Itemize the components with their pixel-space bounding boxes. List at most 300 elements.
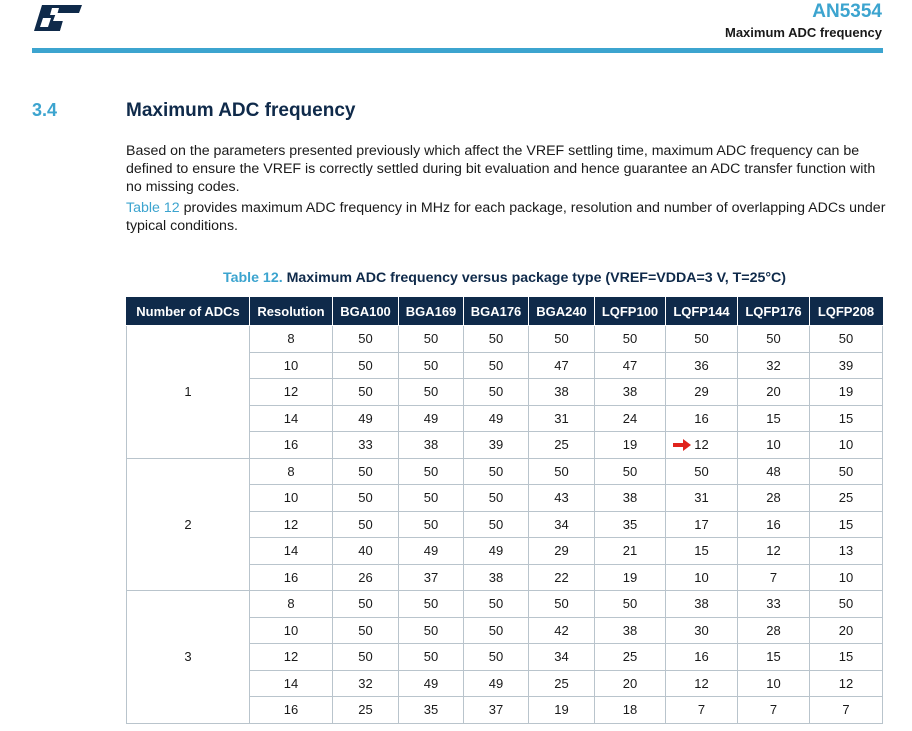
- frequency-cell: [666, 485, 738, 512]
- frequency-value: [358, 623, 372, 638]
- frequency-value: [358, 649, 372, 664]
- frequency-value-text: 50: [358, 463, 373, 479]
- frequency-value: [766, 517, 780, 532]
- frequency-cell: [595, 538, 666, 565]
- frequency-value-text: 50: [358, 516, 373, 532]
- frequency-value-text: 50: [488, 384, 504, 400]
- column-header: LQFP144: [666, 298, 738, 326]
- section-paragraph: Based on the parameters presented previously which affect the VREF settling time, maximum ADC frequency can be defined to ensure the VREF is correctly settled during bit evaluation and hence guarantee an ADC transfer function with no missing codes.: [126, 143, 876, 195]
- frequency-cell: [529, 326, 595, 353]
- frequency-cell: [529, 405, 595, 432]
- frequency-value: [489, 437, 503, 452]
- frequency-value: [623, 384, 637, 399]
- frequency-value: [424, 490, 438, 505]
- frequency-value-text: 49: [488, 543, 504, 559]
- frequency-value: [694, 331, 708, 346]
- frequency-value-text: 20: [622, 675, 638, 691]
- frequency-value-text: 10: [838, 569, 854, 585]
- frequency-cell: [529, 458, 595, 485]
- frequency-cell: [810, 697, 883, 724]
- frequency-value-text: 35: [622, 516, 638, 532]
- frequency-cell: [464, 405, 529, 432]
- frequency-value-text: 49: [423, 410, 439, 426]
- frequency-cell: [399, 352, 464, 379]
- frequency-value: [839, 543, 853, 558]
- frequency-value-text: 19: [554, 702, 569, 718]
- frequency-value-text: 32: [358, 675, 373, 691]
- frequency-cell: [529, 591, 595, 618]
- frequency-value-text: 50: [423, 463, 439, 479]
- frequency-value-text: 50: [488, 331, 504, 347]
- frequency-cell: [810, 379, 883, 406]
- frequency-value: [489, 702, 503, 717]
- frequency-value-text: 50: [838, 331, 854, 347]
- frequency-value: [554, 543, 568, 558]
- frequency-cell: [666, 352, 738, 379]
- frequency-cell: [399, 538, 464, 565]
- frequency-value-text: 12: [766, 543, 781, 559]
- frequency-cell: [399, 670, 464, 697]
- frequency-value: [623, 702, 637, 717]
- frequency-value-text: 50: [358, 622, 373, 638]
- frequency-cell: [333, 326, 399, 353]
- frequency-cell: [666, 511, 738, 538]
- header-rule: [32, 48, 883, 53]
- frequency-value: [698, 702, 705, 717]
- frequency-value-text: 28: [766, 490, 781, 506]
- frequency-value: [839, 437, 853, 452]
- frequency-cell: [529, 697, 595, 724]
- frequency-value-text: 48: [766, 463, 781, 479]
- frequency-value-text: 32: [766, 357, 781, 373]
- frequency-cell: [333, 485, 399, 512]
- frequency-value-text: 50: [423, 490, 439, 506]
- resolution-cell: 14: [250, 538, 333, 565]
- frequency-value: [554, 596, 568, 611]
- frequency-value-text: 15: [838, 649, 854, 665]
- frequency-value: [766, 358, 780, 373]
- frequency-value-text: 7: [697, 702, 706, 718]
- frequency-value-text: 20: [766, 384, 781, 400]
- frequency-cell: [464, 538, 529, 565]
- frequency-value: [839, 676, 853, 691]
- frequency-value: [839, 649, 853, 664]
- frequency-value: [839, 490, 853, 505]
- frequency-value-text: 15: [766, 649, 781, 665]
- frequency-value-text: 12: [838, 675, 854, 691]
- frequency-cell: [595, 352, 666, 379]
- frequency-cell: [464, 485, 529, 512]
- frequency-value: [358, 464, 372, 479]
- frequency-value: [623, 570, 637, 585]
- frequency-cell: [595, 379, 666, 406]
- frequency-cell: [464, 352, 529, 379]
- frequency-cell: [529, 432, 595, 459]
- frequency-value: [489, 517, 503, 532]
- adc-frequency-table: [126, 297, 883, 724]
- frequency-value-text: 7: [769, 569, 778, 585]
- section-paragraph-table-ref: [126, 199, 886, 235]
- frequency-cell: [595, 405, 666, 432]
- frequency-value-text: 10: [838, 437, 854, 453]
- frequency-value-text: 12: [694, 437, 709, 453]
- frequency-value-text: 38: [622, 384, 638, 400]
- frequency-value-text: 50: [622, 596, 638, 612]
- column-header: Number of ADCs: [127, 298, 250, 326]
- frequency-cell: [810, 564, 883, 591]
- paragraph-text: provides maximum ADC frequency in MHz for each package, resolution and number of overlapping ADCs under typical conditions.: [126, 200, 886, 234]
- frequency-value: [839, 411, 853, 426]
- frequency-value: [424, 384, 438, 399]
- frequency-cell: [399, 379, 464, 406]
- frequency-cell: [738, 670, 810, 697]
- frequency-value-text: 15: [766, 410, 781, 426]
- frequency-value: [489, 623, 503, 638]
- frequency-cell: [666, 644, 738, 671]
- resolution-cell: 16: [250, 432, 333, 459]
- frequency-value: [694, 570, 708, 585]
- frequency-cell: [810, 352, 883, 379]
- frequency-value: [424, 623, 438, 638]
- frequency-value-text: 31: [694, 490, 709, 506]
- frequency-value-text: 50: [694, 463, 709, 479]
- frequency-cell: [399, 485, 464, 512]
- frequency-value: [554, 623, 568, 638]
- frequency-cell: [738, 352, 810, 379]
- frequency-value-text: 19: [838, 384, 854, 400]
- frequency-cell: [399, 405, 464, 432]
- frequency-value: [694, 464, 708, 479]
- column-header: LQFP100: [595, 298, 666, 326]
- frequency-cell: [738, 485, 810, 512]
- frequency-value: [694, 649, 708, 664]
- frequency-value-text: 50: [622, 331, 638, 347]
- frequency-cell: [399, 697, 464, 724]
- frequency-value-text: 40: [358, 543, 373, 559]
- frequency-cell: [333, 405, 399, 432]
- frequency-value-text: 33: [358, 437, 373, 453]
- resolution-cell: 10: [250, 617, 333, 644]
- frequency-value: [358, 437, 372, 452]
- frequency-value: [766, 676, 780, 691]
- frequency-value: [358, 676, 372, 691]
- frequency-value: [489, 543, 503, 558]
- frequency-cell: [333, 670, 399, 697]
- frequency-cell: [595, 511, 666, 538]
- table-caption-label: Table 12.: [222, 270, 283, 286]
- frequency-value-text: 25: [358, 702, 373, 718]
- frequency-cell: [810, 458, 883, 485]
- table-row: [127, 591, 883, 618]
- frequency-cell: [595, 644, 666, 671]
- frequency-cell: [399, 564, 464, 591]
- frequency-cell: [810, 538, 883, 565]
- frequency-value-text: 50: [423, 622, 439, 638]
- frequency-value: [839, 517, 853, 532]
- frequency-cell: [738, 379, 810, 406]
- frequency-value: [554, 358, 568, 373]
- frequency-cell: [464, 564, 529, 591]
- frequency-value: [766, 623, 780, 638]
- frequency-value: [623, 623, 637, 638]
- frequency-value: [623, 543, 637, 558]
- frequency-cell: [595, 458, 666, 485]
- frequency-value: [694, 543, 708, 558]
- frequency-value-text: 24: [622, 410, 638, 426]
- frequency-value: [489, 649, 503, 664]
- frequency-cell: [399, 458, 464, 485]
- frequency-cell: [738, 511, 810, 538]
- frequency-value: [623, 649, 637, 664]
- frequency-cell: [738, 458, 810, 485]
- frequency-cell: [464, 326, 529, 353]
- frequency-value: [358, 702, 372, 717]
- frequency-cell: [738, 405, 810, 432]
- frequency-value-text: 49: [488, 675, 504, 691]
- frequency-cell: [595, 670, 666, 697]
- frequency-value: [554, 437, 568, 452]
- frequency-cell: [810, 591, 883, 618]
- frequency-value: [766, 649, 780, 664]
- frequency-value: [839, 596, 853, 611]
- frequency-value-text: 50: [488, 596, 504, 612]
- frequency-value: [554, 702, 568, 717]
- frequency-value: [766, 596, 780, 611]
- frequency-value-text: 50: [622, 463, 638, 479]
- frequency-value: [839, 358, 853, 373]
- frequency-cell: [464, 591, 529, 618]
- frequency-value-text: 50: [358, 331, 373, 347]
- frequency-value: [694, 358, 708, 373]
- frequency-value: [623, 411, 637, 426]
- frequency-value: [766, 490, 780, 505]
- frequency-value: [489, 596, 503, 611]
- frequency-value: [489, 570, 503, 585]
- frequency-value-text: 10: [766, 437, 781, 453]
- frequency-value-text: 50: [423, 384, 439, 400]
- frequency-value-text: 20: [838, 622, 854, 638]
- frequency-value-text: 15: [694, 543, 709, 559]
- frequency-cell: [666, 617, 738, 644]
- frequency-value-text: 49: [423, 675, 439, 691]
- frequency-cell: [810, 511, 883, 538]
- frequency-cell: [333, 432, 399, 459]
- frequency-value: [554, 411, 568, 426]
- table-caption-text: Maximum ADC frequency versus package type (VREF=VDDA=3 V, T=25°C): [282, 270, 786, 286]
- resolution-cell: 12: [250, 644, 333, 671]
- frequency-value: [839, 331, 853, 346]
- table-12-link[interactable]: Table 12: [126, 200, 180, 216]
- frequency-value-text: 37: [488, 702, 504, 718]
- frequency-value-text: 25: [554, 675, 569, 691]
- frequency-value-text: 50: [488, 649, 504, 665]
- frequency-value-text: 35: [423, 702, 439, 718]
- frequency-cell: [738, 326, 810, 353]
- frequency-value-text: 47: [554, 357, 569, 373]
- frequency-value: [694, 676, 708, 691]
- frequency-value: [554, 464, 568, 479]
- frequency-value: [694, 437, 708, 452]
- resolution-cell: 8: [250, 458, 333, 485]
- frequency-value: [623, 331, 637, 346]
- frequency-value-text: 22: [554, 569, 569, 585]
- frequency-cell: [333, 617, 399, 644]
- frequency-value: [623, 596, 637, 611]
- frequency-value: [839, 623, 853, 638]
- frequency-cell: [333, 564, 399, 591]
- frequency-cell: [529, 670, 595, 697]
- frequency-value: [554, 331, 568, 346]
- frequency-value-text: 28: [766, 622, 781, 638]
- frequency-value-text: 31: [554, 410, 569, 426]
- frequency-value: [358, 411, 372, 426]
- frequency-value-text: 50: [423, 516, 439, 532]
- frequency-value-text: 16: [694, 410, 709, 426]
- frequency-cell: [333, 697, 399, 724]
- frequency-cell: [810, 405, 883, 432]
- frequency-cell: [595, 591, 666, 618]
- frequency-value: [766, 384, 780, 399]
- frequency-value: [554, 649, 568, 664]
- frequency-value: [424, 649, 438, 664]
- frequency-cell: [738, 564, 810, 591]
- frequency-value-text: 39: [838, 357, 854, 373]
- frequency-value-text: 25: [838, 490, 854, 506]
- frequency-cell: [529, 352, 595, 379]
- column-header: Resolution: [250, 298, 333, 326]
- frequency-value: [839, 384, 853, 399]
- resolution-cell: 12: [250, 379, 333, 406]
- frequency-cell: [810, 432, 883, 459]
- frequency-value-text: 15: [838, 516, 854, 532]
- frequency-value: [424, 596, 438, 611]
- resolution-cell: 8: [250, 591, 333, 618]
- frequency-cell: [529, 485, 595, 512]
- frequency-value-text: 50: [423, 357, 439, 373]
- frequency-cell: [810, 326, 883, 353]
- frequency-value-text: 16: [766, 516, 781, 532]
- frequency-value-text: 15: [838, 410, 854, 426]
- frequency-value: [489, 464, 503, 479]
- frequency-value: [424, 570, 438, 585]
- frequency-cell: [464, 670, 529, 697]
- frequency-value-text: 30: [694, 622, 709, 638]
- frequency-value-text: 38: [554, 384, 569, 400]
- frequency-cell: [666, 379, 738, 406]
- frequency-cell: [529, 617, 595, 644]
- frequency-value: [489, 331, 503, 346]
- frequency-value: [694, 517, 708, 532]
- table-row: [127, 326, 883, 353]
- frequency-cell: [595, 326, 666, 353]
- frequency-cell: [666, 405, 738, 432]
- frequency-cell: [464, 697, 529, 724]
- frequency-value-text: 16: [694, 649, 709, 665]
- frequency-value-text: 10: [766, 675, 781, 691]
- frequency-value-text: 10: [694, 569, 709, 585]
- table-row: [127, 458, 883, 485]
- frequency-value-text: 50: [838, 463, 854, 479]
- resolution-cell: 10: [250, 485, 333, 512]
- frequency-value-text: 18: [622, 702, 638, 718]
- frequency-value: [623, 358, 637, 373]
- frequency-value: [694, 596, 708, 611]
- document-subtitle: Maximum ADC frequency: [725, 25, 882, 40]
- frequency-cell: [666, 326, 738, 353]
- frequency-cell: [666, 670, 738, 697]
- frequency-value: [554, 676, 568, 691]
- frequency-value: [489, 411, 503, 426]
- frequency-value-text: 50: [488, 463, 504, 479]
- frequency-value-text: 36: [694, 357, 709, 373]
- frequency-cell: [333, 591, 399, 618]
- frequency-value-text: 49: [358, 410, 373, 426]
- resolution-cell: 16: [250, 697, 333, 724]
- resolution-cell: 10: [250, 352, 333, 379]
- frequency-cell: [333, 458, 399, 485]
- frequency-value: [358, 543, 372, 558]
- frequency-value: [554, 490, 568, 505]
- frequency-cell: [529, 538, 595, 565]
- frequency-value-text: 50: [423, 649, 439, 665]
- frequency-value-text: 26: [358, 569, 373, 585]
- frequency-value: [766, 437, 780, 452]
- frequency-value-text: 50: [358, 490, 373, 506]
- frequency-value-text: 12: [694, 675, 709, 691]
- frequency-cell: [595, 564, 666, 591]
- resolution-cell: 8: [250, 326, 333, 353]
- frequency-value: [424, 543, 438, 558]
- frequency-cell: [738, 617, 810, 644]
- frequency-value-text: 21: [622, 543, 638, 559]
- frequency-value: [489, 384, 503, 399]
- frequency-cell: [738, 697, 810, 724]
- frequency-value: [424, 702, 438, 717]
- frequency-value-text: 19: [622, 437, 638, 453]
- adc-count-cell: 3: [127, 591, 250, 724]
- frequency-value-text: 50: [358, 649, 373, 665]
- column-header: BGA176: [464, 298, 529, 326]
- frequency-cell: [666, 591, 738, 618]
- frequency-value: [694, 490, 708, 505]
- st-logo-icon: [30, 3, 86, 33]
- frequency-value-text: 38: [622, 622, 638, 638]
- frequency-value: [358, 490, 372, 505]
- column-header: BGA240: [529, 298, 595, 326]
- frequency-value-text: 33: [766, 596, 781, 612]
- frequency-value: [770, 570, 777, 585]
- frequency-value-text: 50: [488, 622, 504, 638]
- frequency-value: [424, 411, 438, 426]
- frequency-value-text: 50: [423, 331, 439, 347]
- frequency-value: [489, 490, 503, 505]
- frequency-cell: [595, 485, 666, 512]
- frequency-value: [623, 517, 637, 532]
- frequency-value: [842, 702, 849, 717]
- frequency-value-text: 29: [694, 384, 709, 400]
- frequency-cell: [666, 538, 738, 565]
- frequency-value-text: 38: [423, 437, 439, 453]
- frequency-cell: [738, 538, 810, 565]
- frequency-value-text: 50: [838, 596, 854, 612]
- frequency-cell: [333, 538, 399, 565]
- frequency-value: [623, 490, 637, 505]
- frequency-value: [358, 517, 372, 532]
- frequency-value-text: 38: [622, 490, 638, 506]
- frequency-value: [424, 676, 438, 691]
- frequency-value: [766, 331, 780, 346]
- frequency-cell: [399, 617, 464, 644]
